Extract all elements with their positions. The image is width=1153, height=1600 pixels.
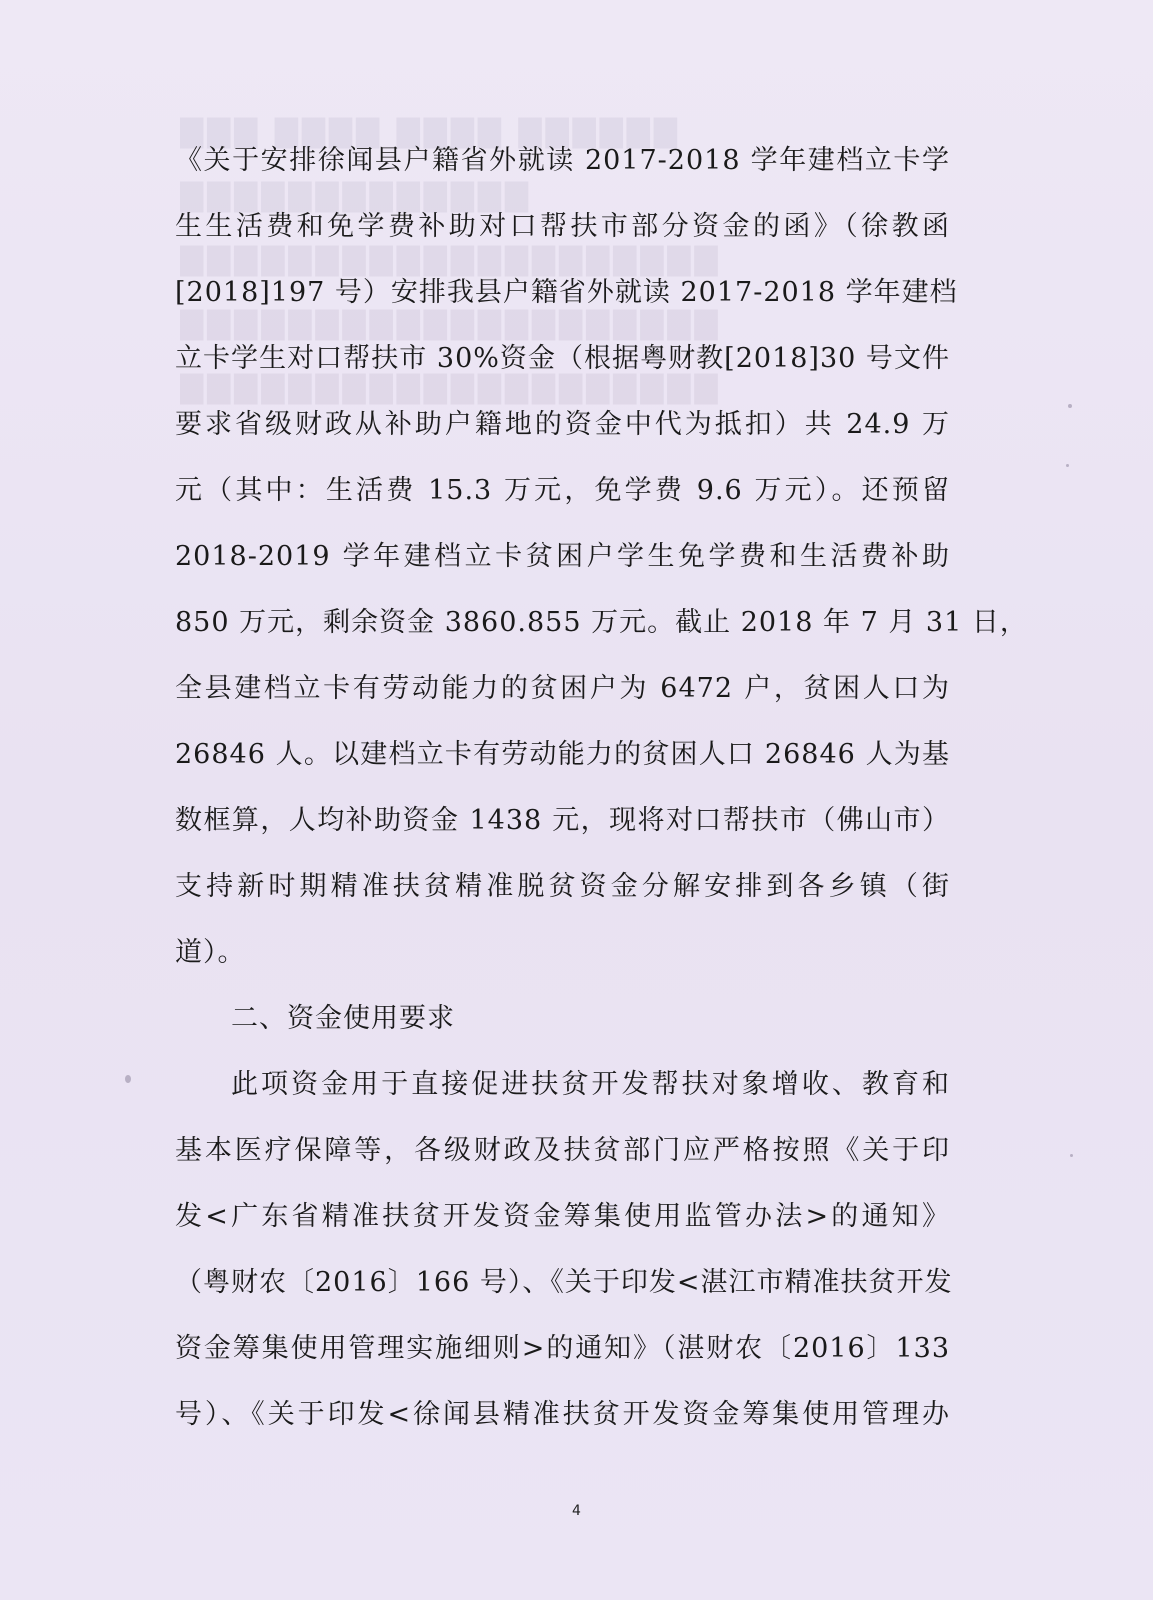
paragraph-line: 支持新时期精准扶贫精准脱贫资金分解安排到各乡镇（街 [175,871,950,902]
paragraph-line: 要求省级财政从补助户籍地的资金中代为抵扣）共 24.9 万 [175,409,950,440]
paragraph-line: 资金筹集使用管理实施细则>的通知》（湛财农〔2016〕133 [175,1333,950,1364]
paragraph-line: [2018]197 号）安排我县户籍省外就读 2017-2018 学年建档 [175,277,958,308]
paragraph-line: 生生活费和免学费补助对口帮扶市部分资金的函》（徐教函 [175,211,950,242]
paragraph-line: 元（其中：生活费 15.3 万元，免学费 9.6 万元）。还预留 [175,475,950,506]
paragraph-line: 2018-2019 学年建档立卡贫困户学生免学费和生活费补助 [175,541,950,572]
paragraph-line: 立卡学生对口帮扶市 30%资金（根据粤财教[2018]30 号文件 [175,343,950,374]
paragraph-line: 此项资金用于直接促进扶贫开发帮扶对象增收、教育和 [231,1069,950,1100]
paragraph-line: 850 万元，剩余资金 3860.855 万元。截止 2018 年 7 月 31 日， [175,607,1028,638]
paragraph-line: 《关于安排徐闻县户籍省外就读 2017-2018 学年建档立卡学 [175,145,950,176]
section-heading: 二、资金使用要求 [231,1003,455,1034]
page-number: 4 [572,1503,581,1519]
scan-speck [125,1075,131,1083]
show-through-decoration: ▇▇▇ ▇▇▇▇ ▇▇▇▇ ▇▇▇▇▇▇ ▇▇▇▇▇▇▇▇▇▇▇▇▇ ▇▇▇▇▇▇▇▇▇▇▇▇▇▇▇▇▇▇▇▇ ▇▇▇▇▇▇▇▇▇▇▇▇▇▇▇▇▇▇▇▇ ▇▇▇▇▇▇▇▇▇▇▇▇▇▇▇▇▇▇▇▇ [180,114,722,405]
scan-speck [1068,404,1072,408]
document-body [175,128,1028,1448]
paragraph-line: 发<广东省精准扶贫开发资金筹集使用监管办法>的通知》 [175,1201,950,1232]
scan-speck [1066,464,1069,467]
paragraph-line: 26846 人。以建档立卡有劳动能力的贫困人口 26846 人为基 [175,739,950,770]
paragraph-line: （粤财农〔2016〕166 号）、《关于印发<湛江市精准扶贫开发 [175,1267,953,1298]
scan-speck [1070,1154,1073,1157]
paragraph-line: 基本医疗保障等，各级财政及扶贫部门应严格按照《关于印 [175,1135,950,1166]
paragraph-line: 道）。 [175,937,246,968]
paragraph-line: 全县建档立卡有劳动能力的贫困户为 6472 户，贫困人口为 [175,673,950,704]
paragraph-line: 号）、《关于印发<徐闻县精准扶贫开发资金筹集使用管理办 [175,1399,950,1430]
paragraph-line: 数框算，人均补助资金 1438 元，现将对口帮扶市（佛山市） [175,805,950,836]
